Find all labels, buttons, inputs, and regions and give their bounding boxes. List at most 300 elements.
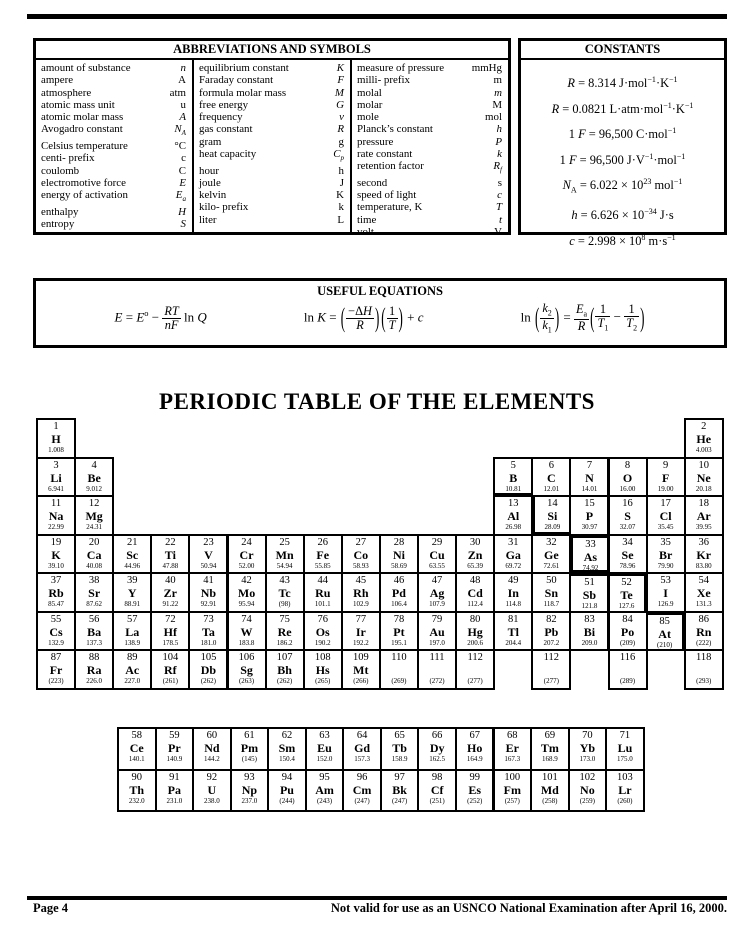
element-mass: 121.8 (581, 602, 598, 610)
element-mass: 19.00 (657, 484, 674, 493)
element-mass: 9.012 (86, 484, 103, 493)
element-mass: 144.2 (203, 755, 220, 763)
abbrev-symbol: T (495, 201, 502, 214)
element-cell (342, 727, 382, 771)
abbrev-symbol: G (336, 98, 344, 111)
element-symbol (457, 664, 493, 677)
element-cell (230, 769, 270, 813)
element-cell (74, 572, 114, 613)
element-mass: 4.003 (695, 446, 712, 454)
element-number: 25 (279, 536, 290, 548)
abbrev-label: measure of pressure (357, 62, 445, 74)
element-number: 107 (276, 652, 293, 663)
abbrev-label: electromotive force (41, 176, 126, 189)
element-number: 71 (619, 730, 631, 741)
element-cell (684, 534, 724, 575)
abbrev-row (41, 152, 186, 164)
element-cell (74, 457, 114, 498)
abbrev-label: time (357, 213, 377, 226)
abbrev-label: entropy (41, 217, 75, 230)
abbrev-symbol: h (496, 123, 502, 136)
element-symbol: Fr (49, 663, 63, 677)
abbrev-row (41, 111, 186, 123)
abbrev-label: equilibrium constant (199, 62, 289, 74)
element-number: 30 (469, 536, 481, 548)
element-symbol: Na (48, 509, 64, 523)
abbrev-symbol: k (497, 148, 502, 161)
element-number: 61 (244, 730, 255, 741)
abbrev-label: coulomb (41, 164, 80, 177)
abbrev-label: gas constant (199, 123, 253, 136)
element-mass: (265) (315, 677, 331, 685)
element-number: 95 (319, 771, 330, 783)
periodic-table-title: PERIODIC TABLE OF THE ELEMENTS (159, 389, 595, 414)
element-number: 7 (586, 459, 593, 471)
element-cell (493, 572, 533, 613)
element-number: 111 (429, 652, 445, 663)
element-mass: (247) (392, 796, 408, 805)
element-symbol: Sm (278, 741, 296, 755)
element-mass: 72.61 (543, 561, 560, 570)
fraction: $\frac{RT}{nF}$ (164, 303, 179, 332)
element-symbol: Sr (88, 586, 101, 600)
abbrev-label: Avogadro constant (41, 123, 123, 136)
element-number: 18 (698, 498, 709, 509)
element-symbol: Bk (392, 782, 407, 797)
element-symbol: As (583, 549, 598, 564)
element-symbol: Au (429, 624, 445, 639)
abbrev-row (41, 87, 186, 99)
element-mass: 167.3 (504, 755, 521, 763)
element-symbol: Mt (353, 663, 369, 677)
abbrev-symbol: H (178, 205, 186, 218)
element-symbol: Y (127, 586, 137, 600)
element-symbol: Pt (393, 624, 405, 639)
element-number: 94 (281, 771, 293, 783)
abbrev-label: atomic mass unit (41, 98, 115, 111)
element-number: 16 (622, 498, 633, 509)
element-mass: 197.0 (429, 638, 445, 647)
element-cell (150, 572, 190, 613)
element-cell (417, 649, 457, 690)
element-symbol: Ce (129, 741, 144, 755)
element-symbol: Ru (315, 586, 331, 600)
abbrev-row (199, 87, 344, 99)
element-mass: 58.93 (352, 561, 369, 570)
element-number: 1 (53, 421, 59, 432)
element-cell (417, 611, 457, 652)
element-symbol: Cu (429, 547, 445, 562)
element-mass: 54.94 (276, 561, 293, 570)
element-number: 19 (50, 536, 62, 548)
element-symbol: Tb (392, 741, 407, 755)
element-symbol: Sb (582, 588, 597, 602)
element-cell (188, 611, 228, 652)
element-mass: 30.97 (581, 523, 598, 531)
element-number: 99 (469, 771, 480, 783)
element-symbol: Pu (279, 782, 294, 797)
element-cell (417, 727, 457, 771)
element-mass: 83.80 (695, 561, 712, 570)
abbrev-row (199, 62, 344, 74)
element-number: 45 (355, 575, 367, 586)
element-mass: (257) (504, 796, 520, 805)
element-symbol: Es (468, 782, 482, 797)
page-number: Page 4 (33, 901, 69, 915)
element-number: 102 (579, 771, 596, 783)
element-symbol: Se (621, 547, 634, 562)
element-mass: 55.85 (314, 561, 331, 570)
element-mass: 88.91 (124, 600, 141, 608)
element-number: 118 (696, 652, 712, 663)
element-number: 101 (541, 771, 558, 783)
element-number: 84 (622, 613, 633, 625)
element-cell (227, 534, 267, 575)
element-cell (303, 572, 343, 613)
element-symbol: Pr (167, 741, 181, 755)
element-mass: 63.55 (429, 561, 445, 570)
element-symbol: Si (547, 509, 558, 523)
element-symbol: Rb (48, 586, 64, 600)
element-mass: 238.0 (203, 796, 220, 805)
element-cell (36, 572, 76, 613)
paren: ) (554, 301, 560, 334)
element-cell (608, 457, 648, 498)
element-number: 60 (206, 730, 218, 741)
element-mass: (252) (467, 796, 483, 805)
element-mass: (262) (200, 677, 217, 685)
element-mass: 22.99 (48, 523, 64, 531)
element-cell (74, 495, 114, 536)
element-number: 37 (50, 575, 62, 586)
abbrev-label: free energy (199, 98, 249, 111)
element-mass: (247) (354, 796, 370, 805)
abbrev-label: atmosphere (41, 86, 92, 99)
element-symbol: Pa (167, 782, 181, 797)
element-mass: 12.01 (543, 484, 560, 493)
element-mass: 190.2 (314, 638, 331, 647)
element-mass: 112.4 (467, 600, 483, 608)
abbrev-symbol: $E_a$ (175, 189, 186, 204)
element-mass: 1.008 (48, 446, 64, 454)
element-cell (303, 649, 343, 690)
equation: ln ( $\frac{k_2}{k_1}$ ) = $\frac{E_a}{R}$ ( $\frac{1}{T_1}$ − $\frac{1}{T_2}$ ) (520, 301, 645, 335)
element-number: 93 (244, 771, 255, 783)
element-number: 98 (431, 771, 443, 783)
element-cell (155, 727, 195, 771)
element-mass: (243) (316, 796, 333, 805)
fraction: $\frac{1}{T}$ (388, 303, 396, 332)
element-symbol: Pb (544, 624, 559, 639)
element-mass: 164.9 (466, 755, 483, 763)
element-number: 67 (469, 730, 480, 741)
constant-line: 1 F = 96,500 C·mol$^{-1}$ (568, 126, 677, 142)
element-symbol: Rf (164, 663, 177, 677)
abbrev-label: mole (357, 111, 379, 124)
element-cell (265, 611, 305, 652)
element-mass: 226.0 (86, 677, 103, 685)
abbrev-symbol: M (334, 86, 344, 99)
element-symbol: Nd (204, 741, 220, 755)
element-cell (531, 495, 571, 536)
abbrev-row (41, 74, 186, 86)
element-symbol: Al (507, 509, 520, 523)
element-number: 77 (355, 613, 367, 625)
element-mass: 40.08 (86, 561, 103, 570)
element-symbol: Pd (391, 586, 406, 600)
constants-body (521, 60, 724, 252)
element-number: 40 (165, 575, 176, 586)
constant-line: 1 F = 96,500 $J\cdot V^{-1}\cdot mol^{-1}$ (559, 151, 686, 167)
element-cell (684, 611, 724, 652)
element-symbol: Re (277, 624, 292, 639)
element-symbol: Kr (696, 547, 712, 562)
element-cell (455, 727, 495, 771)
element-symbol: N (585, 470, 594, 485)
abbrev-label: Celsius temperature (41, 139, 128, 152)
element-mass: 127.6 (618, 602, 635, 610)
paren: ( (590, 301, 595, 334)
element-cell (36, 649, 76, 690)
abbrev-label: atomic molar mass (41, 111, 124, 124)
element-cell (684, 572, 724, 613)
element-symbol: Cs (49, 624, 63, 639)
element-number: 112 (467, 652, 483, 663)
element-symbol: Sc (126, 547, 139, 562)
abbrev-symbol: °C (174, 139, 186, 152)
element-symbol: S (624, 509, 631, 523)
abbrev-symbol: ν (339, 111, 344, 124)
element-mass: (251) (429, 796, 445, 805)
element-symbol: Md (540, 782, 559, 797)
element-number: 116 (619, 652, 636, 663)
element-number: 89 (126, 652, 138, 663)
element-cell (531, 534, 571, 575)
element-cell (74, 611, 114, 652)
element-cell (455, 534, 495, 575)
abbrev-symbol: K (336, 62, 344, 74)
abbrev-symbol: t (498, 213, 502, 226)
element-number: 105 (200, 652, 217, 663)
element-mass: 173.0 (579, 755, 596, 763)
fraction: $\frac{k_2}{k_1}$ (542, 301, 552, 335)
element-number: 8 (624, 459, 631, 471)
element-mass: 114.8 (505, 600, 521, 608)
abbrev-column (192, 60, 350, 232)
element-mass: 39.95 (695, 523, 712, 531)
abbrev-row (199, 214, 344, 226)
element-symbol: Tc (278, 586, 291, 600)
element-symbol: Cr (239, 547, 254, 562)
element-number: 21 (126, 536, 138, 548)
element-cell (380, 769, 420, 813)
element-number: 97 (394, 771, 405, 783)
element-cell (150, 611, 190, 652)
element-number: 27 (355, 536, 367, 548)
element-symbol: La (125, 624, 140, 639)
element-cell (341, 649, 381, 690)
element-cell (303, 534, 343, 575)
abbrev-row (41, 123, 186, 139)
element-number: 12 (88, 498, 100, 509)
abbrev-row (357, 160, 502, 176)
element-mass: (260) (617, 796, 633, 805)
element-number: 31 (507, 536, 519, 548)
abbrev-row (357, 99, 502, 111)
abbrev-label: second (357, 176, 388, 189)
element-symbol: Ne (696, 470, 711, 485)
element-cell (267, 727, 307, 771)
constants-title: CONSTANTS (521, 41, 724, 60)
element-symbol: Lr (618, 782, 632, 797)
abbrev-column (36, 60, 192, 232)
element-mass: (210) (657, 640, 673, 649)
element-symbol: Mn (275, 547, 294, 562)
element-cell (531, 611, 571, 652)
element-cell (342, 769, 382, 813)
abbrev-symbol: E (179, 176, 186, 189)
abbrev-label: Faraday constant (199, 74, 274, 87)
element-mass: 87.62 (86, 600, 103, 608)
element-symbol: No (580, 782, 595, 797)
element-symbol: Hg (467, 624, 483, 639)
element-symbol: Xe (696, 586, 711, 600)
element-number: 29 (431, 536, 443, 548)
element-cell (305, 769, 345, 813)
element-mass: 14.01 (581, 484, 598, 493)
abbrev-symbol: n (180, 62, 186, 74)
abbrev-symbol: mmHg (471, 62, 502, 74)
abbreviations-box (33, 38, 511, 239)
element-cell (569, 572, 609, 613)
element-cell (74, 534, 114, 575)
element-cell (568, 769, 608, 813)
element-mass: 58.69 (391, 561, 407, 570)
element-mass: 79.90 (657, 561, 674, 570)
element-cell (227, 611, 267, 652)
element-symbol: Hs (315, 663, 330, 677)
element-cell (455, 572, 495, 613)
equation: ln K = ( $\frac{-\Delta H}{R}$ ) ( $\frac{1}{T}$ ) + c (304, 305, 424, 332)
element-cell (417, 572, 457, 613)
element-cell (608, 649, 648, 690)
element-cell (227, 572, 267, 613)
element-number: 74 (241, 613, 252, 625)
element-symbol: Fm (503, 782, 521, 797)
element-cell (568, 727, 608, 771)
element-number: 88 (88, 652, 100, 663)
element-cell (155, 769, 195, 813)
element-number: 85 (659, 615, 670, 627)
element-number: 104 (162, 652, 179, 663)
element-cell (530, 727, 570, 771)
element-number: 9 (663, 459, 669, 471)
abbrev-label: Planck’s constant (357, 123, 433, 136)
element-mass: (259) (579, 796, 595, 805)
element-number: 96 (356, 771, 368, 783)
element-symbol: Zr (163, 586, 178, 600)
abbrev-row (357, 189, 502, 201)
element-mass: 195.1 (391, 638, 407, 647)
element-number: 24 (241, 536, 252, 548)
abbrev-row (357, 177, 502, 189)
abbrev-label: frequency (199, 111, 243, 124)
element-number: 106 (238, 652, 255, 663)
element-symbol: Te (620, 588, 633, 602)
abbrev-label: kilo- prefix (199, 201, 249, 214)
element-symbol: Np (241, 782, 258, 797)
abbrev-symbol: m (494, 86, 502, 99)
element-cell (341, 534, 381, 575)
element-symbol: Er (505, 741, 519, 755)
element-number: 63 (319, 730, 330, 741)
element-mass: (269) (391, 677, 407, 685)
element-cell (150, 534, 190, 575)
element-cell (608, 495, 648, 536)
element-cell (684, 649, 724, 690)
element-number: 73 (203, 613, 214, 625)
abbrev-row (357, 148, 502, 160)
element-number: 58 (131, 730, 143, 741)
abbrev-symbol: mol (485, 111, 502, 124)
element-mass: (223) (48, 677, 64, 685)
element-mass: 232.0 (128, 796, 145, 805)
element-cell (117, 769, 157, 813)
element-mass: 200.6 (467, 638, 484, 647)
element-symbol: W (240, 624, 253, 639)
element-mass: 65.39 (467, 561, 484, 570)
footer-notice: Not valid for use as an USNCO National Examination after April 16, 2000. (330, 901, 727, 915)
element-cell (150, 649, 190, 690)
element-cell (74, 649, 114, 690)
element-cell (531, 457, 571, 498)
abbrev-row (357, 136, 502, 148)
element-mass: 237.0 (241, 796, 258, 805)
element-number: 110 (391, 652, 407, 663)
element-mass: 192.2 (352, 638, 369, 647)
abbrev-label: kelvin (199, 189, 227, 202)
abbrev-row (199, 99, 344, 111)
element-cell (569, 495, 609, 536)
element-mass: 168.9 (541, 755, 558, 763)
element-cell (646, 534, 686, 575)
abbrev-symbol: $N_A$ (174, 123, 186, 138)
element-number: 43 (279, 575, 290, 586)
element-number: 81 (507, 613, 519, 625)
element-symbol: Ra (86, 663, 102, 677)
element-number: 57 (126, 613, 138, 625)
element-number: 2 (701, 421, 707, 432)
element-cell (455, 649, 495, 690)
element-cell (117, 727, 157, 771)
abbrev-row (357, 123, 502, 135)
element-mass: 132.9 (48, 638, 64, 647)
element-cell (112, 534, 152, 575)
element-symbol: Pm (240, 741, 259, 755)
element-symbol: Bi (583, 624, 596, 639)
element-mass: (289) (619, 677, 636, 685)
element-cell (605, 727, 645, 771)
element-mass: (262) (277, 677, 293, 685)
element-number: 54 (698, 575, 709, 586)
abbrev-symbol: S (180, 217, 186, 230)
element-number: 87 (50, 652, 62, 663)
element-mass: 178.5 (162, 638, 179, 647)
element-number: 36 (698, 536, 709, 548)
element-cell (265, 649, 305, 690)
element-number: 50 (546, 575, 557, 586)
element-mass: 20.18 (695, 484, 712, 493)
